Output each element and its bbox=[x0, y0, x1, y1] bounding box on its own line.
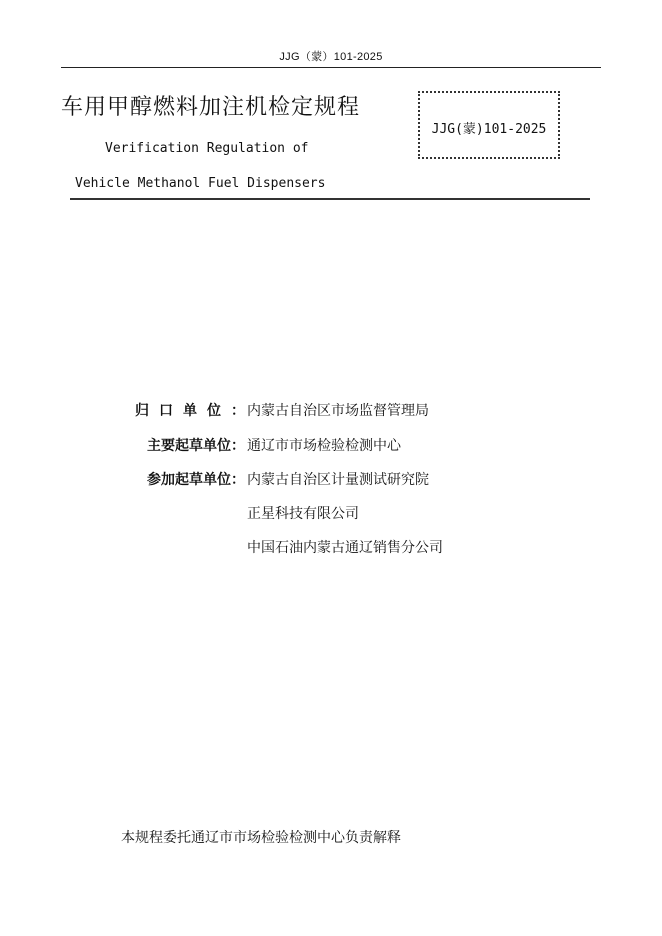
header-rule bbox=[61, 67, 601, 68]
running-header: JJG（蒙）101-2025 bbox=[279, 51, 383, 63]
responsible-unit-label: 归口单位： bbox=[135, 403, 255, 419]
document-title-english-line2: Vehicle Methanol Fuel Dispensers bbox=[75, 176, 326, 191]
participating-unit-value-2: 正星科技有限公司 bbox=[247, 506, 359, 522]
participating-unit-value-1: 内蒙古自治区计量测试研究院 bbox=[247, 472, 429, 488]
main-drafting-unit-value: 通辽市市场检验检测中心 bbox=[247, 438, 401, 454]
document-title-chinese: 车用甲醇燃料加注机检定规程 bbox=[61, 95, 361, 120]
interpretation-note: 本规程委托通辽市市场检验检测中心负责解释 bbox=[121, 830, 401, 846]
title-rule bbox=[70, 198, 590, 200]
responsible-unit-value: 内蒙古自治区市场监督管理局 bbox=[247, 403, 429, 419]
main-drafting-unit-label: 主要起草单位： bbox=[147, 438, 245, 454]
document-title-english-line1: Verification Regulation of bbox=[105, 141, 309, 156]
regulation-code: JJG(蒙)101-2025 bbox=[431, 122, 547, 137]
participating-unit-label: 参加起草单位： bbox=[147, 472, 245, 488]
participating-unit-value-3: 中国石油内蒙古通辽销售分公司 bbox=[247, 540, 443, 556]
